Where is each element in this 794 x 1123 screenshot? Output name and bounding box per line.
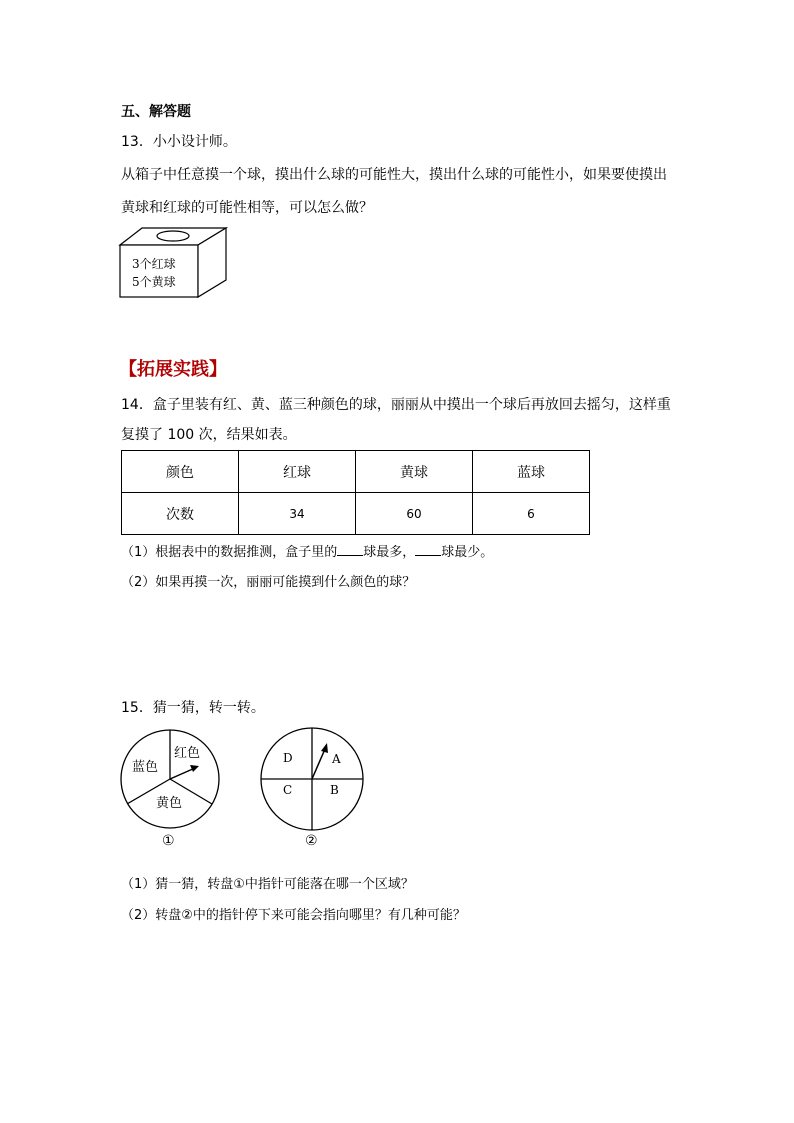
question-13-line1: 从箱子中任意摸一个球，摸出什么球的可能性大，摸出什么球的可能性小，如果要使摸出 xyxy=(121,167,667,183)
sector-label-blue: 蓝色 xyxy=(132,760,159,775)
sector-label-c: C xyxy=(283,783,293,797)
question-15-title xyxy=(121,698,265,718)
question-14-line1 xyxy=(121,395,671,415)
answer-blank-most[interactable] xyxy=(337,541,363,556)
table-row xyxy=(122,451,590,493)
ball-box-illustration xyxy=(118,226,230,300)
question-14-line2: 复摸了 100 次，结果如表。 xyxy=(121,427,297,443)
sector-label-red: 红色 xyxy=(174,746,201,761)
spinner-1-caption: ① xyxy=(162,833,175,849)
sub1-text-a: （1）根据表中的数据推测，盒子里的 xyxy=(121,545,338,560)
sub1-text-b: 球最多， xyxy=(363,545,416,560)
sector-label-yellow: 黄色 xyxy=(156,796,183,811)
sector-label-b: B xyxy=(330,783,339,797)
sector-label-d: D xyxy=(283,751,293,765)
frequency-table xyxy=(121,450,590,535)
extension-title: 【拓展实践】 xyxy=(119,359,227,380)
question-text: 盒子里装有红、黄、蓝三种颜色的球，丽丽从中摸出一个球后再放回去摇匀，这样重 xyxy=(152,397,671,413)
question-13-title xyxy=(121,132,237,152)
spinner-2-caption: ② xyxy=(305,833,318,849)
question-14-sub1 xyxy=(121,541,493,563)
question-number: 13． xyxy=(121,134,153,150)
box-label-yellow: 5个黄球 xyxy=(132,275,176,289)
table-header-cell: 颜色 xyxy=(122,451,239,493)
question-15-sub1: （1）猜一猜，转盘①中指针可能落在哪一个区域？ xyxy=(121,877,414,892)
box-front xyxy=(120,245,198,297)
box-hole xyxy=(157,231,189,241)
section-title: 五、解答题 xyxy=(121,104,191,120)
question-number: 15． xyxy=(121,700,153,716)
box-label-red: 3个红球 xyxy=(132,257,176,271)
question-14-sub2: （2）如果再摸一次，丽丽可能摸到什么颜色的球？ xyxy=(121,575,416,590)
table-cell: 6 xyxy=(473,493,590,535)
answer-blank-least[interactable] xyxy=(415,541,441,556)
spinner-2 xyxy=(259,727,367,851)
question-text: 小小设计师。 xyxy=(152,134,237,150)
question-13-line2: 黄球和红球的可能性相等，可以怎么做？ xyxy=(121,200,373,216)
table-header-cell: 蓝球 xyxy=(473,451,590,493)
sector-label-a: A xyxy=(332,752,341,766)
question-15-sub2: （2）转盘②中的指针停下来可能会指向哪里？有几种可能？ xyxy=(121,908,466,923)
spinner-1 xyxy=(118,727,222,851)
table-cell: 34 xyxy=(239,493,356,535)
question-text: 猜一猜，转一转。 xyxy=(152,700,265,716)
table-cell: 60 xyxy=(356,493,473,535)
table-header-cell: 红球 xyxy=(239,451,356,493)
table-row xyxy=(122,493,590,535)
question-number: 14． xyxy=(121,397,153,413)
table-header-cell: 黄球 xyxy=(356,451,473,493)
sub1-text-c: 球最少。 xyxy=(441,545,494,560)
table-row-label: 次数 xyxy=(122,493,239,535)
